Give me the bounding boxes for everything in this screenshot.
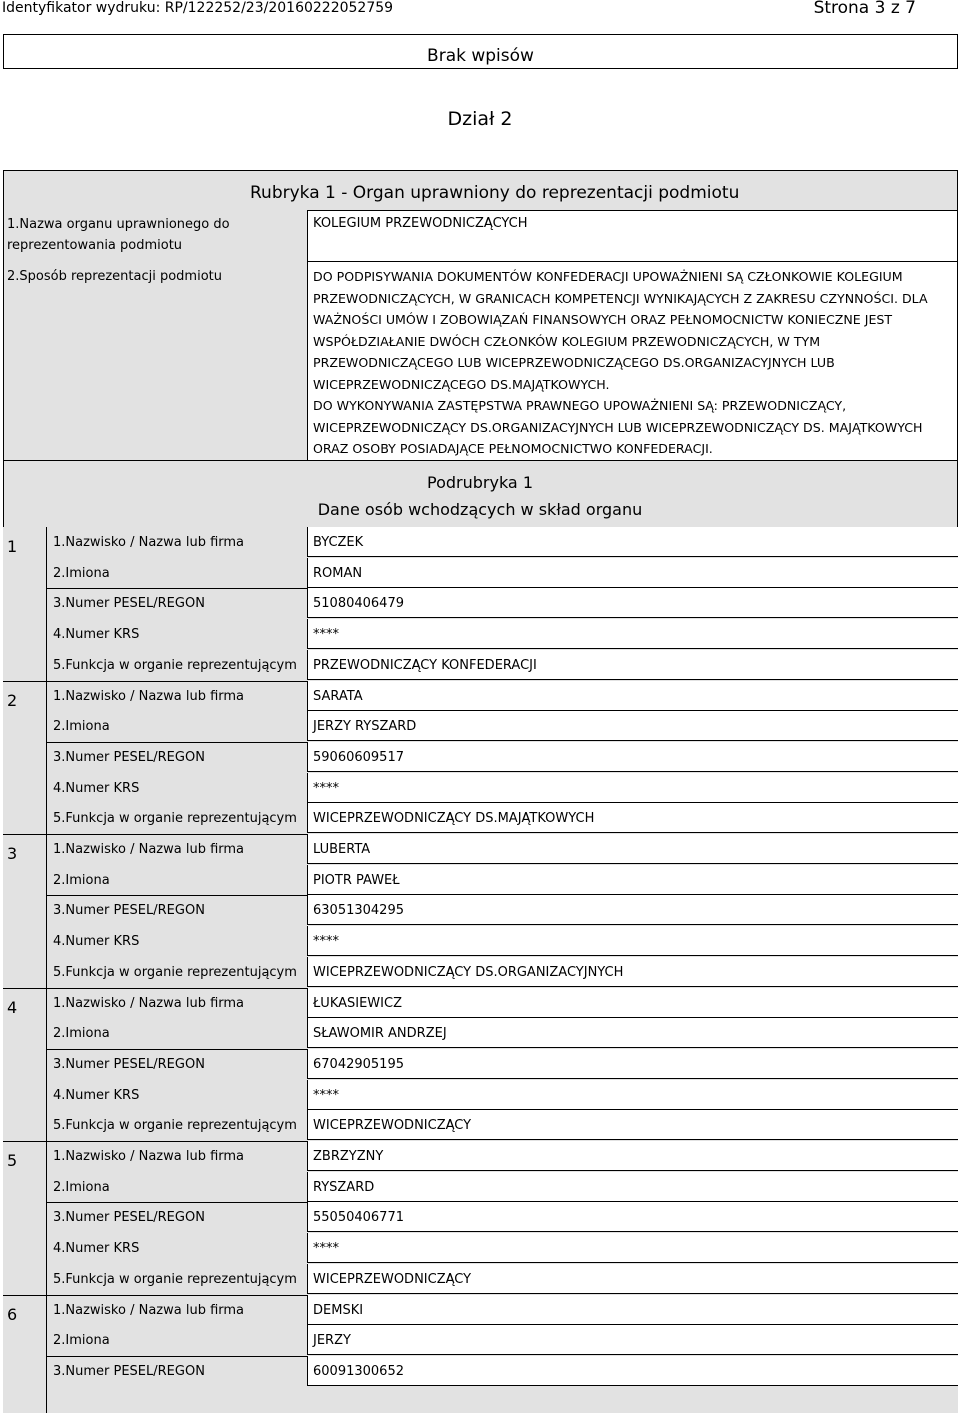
pesel-value: 63051304295 — [313, 903, 404, 919]
function-value: WICEPRZEWODNICZĄCY DS.MAJĄTKOWYCH — [313, 811, 595, 827]
surname-value: ZBRZYZNY — [313, 1149, 384, 1164]
representation-label: 2.Sposób reprezentacji podmiotu — [7, 269, 222, 284]
representation-label-cell — [3, 261, 308, 461]
krs-label: 4.Numer KRS — [53, 1087, 140, 1103]
pesel-label: 3.Numer PESEL/REGON — [53, 1363, 205, 1379]
label-separator — [47, 588, 308, 589]
pesel-value: 67042905195 — [313, 1056, 404, 1072]
value-cell — [307, 1049, 958, 1079]
krs-label: 4.Numer KRS — [53, 934, 140, 950]
value-cell — [307, 527, 958, 557]
value-cell — [307, 988, 958, 1018]
value-cell — [307, 1172, 958, 1202]
index-column — [3, 527, 47, 1413]
value-cell — [307, 834, 958, 864]
value-cell — [307, 619, 958, 649]
pesel-value: 60091300652 — [313, 1363, 404, 1379]
value-cell — [307, 1325, 958, 1355]
section-title: Dział 2 — [447, 108, 513, 130]
surname-label: 1.Nazwisko / Nazwa lub firma — [53, 995, 245, 1011]
function-label: 5.Funkcja w organie reprezentującym — [53, 1118, 297, 1134]
names-label: 2.Imiona — [53, 1333, 110, 1349]
person-index: 5 — [7, 1151, 18, 1170]
representation-value — [313, 266, 953, 460]
print-identifier: Identyfikator wydruku: RP/122252/23/20160222052759 — [2, 0, 394, 16]
krs-label: 4.Numer KRS — [53, 1241, 140, 1257]
person-index: 3 — [7, 844, 18, 863]
krs-label: 4.Numer KRS — [53, 627, 140, 643]
surname-label: 1.Nazwisko / Nazwa lub firma — [53, 1302, 245, 1318]
surname-label: 1.Nazwisko / Nazwa lub firma — [53, 535, 245, 550]
surname-value: BYCZEK — [313, 535, 364, 550]
label-separator — [47, 742, 308, 743]
pesel-label: 3.Numer PESEL/REGON — [53, 1210, 205, 1226]
value-cell — [307, 1233, 958, 1263]
representation-paragraph-2: DO WYKONYWANIA ZASTĘPSTWA PRAWNEGO UPOWAŻNIENI SĄ: PRZEWODNICZĄCY, WICEPRZEWODNICZĄCY DS.ORGANIZACYJNYCH LUB WICEPRZEWODNICZĄCY DS. MAJĄTKOWYCH ORAZ OSOBY POSIADAJĄCE PEŁNOMOCNICTWO KONFEDERACJI. — [313, 398, 923, 456]
pesel-label: 3.Numer PESEL/REGON — [53, 596, 205, 612]
value-cell — [307, 1080, 958, 1110]
surname-label: 1.Nazwisko / Nazwa lub firma — [53, 688, 245, 704]
subrubric-subtitle: Dane osób wchodzących w skład organu — [317, 500, 643, 519]
names-label: 2.Imiona — [53, 872, 110, 888]
label-separator — [47, 1049, 308, 1050]
organ-name-label: 1.Nazwa organu uprawnionego do reprezentowania podmiotu — [7, 217, 230, 253]
value-cell — [307, 681, 958, 711]
krs-value: **** — [313, 1241, 339, 1257]
person-separator — [3, 834, 307, 835]
krs-label: 4.Numer KRS — [53, 780, 140, 796]
person-separator — [3, 1141, 307, 1142]
value-cell — [307, 926, 958, 956]
krs-value: **** — [313, 1087, 339, 1103]
empty-notice: Brak wpisów — [3, 34, 958, 69]
names-label: 2.Imiona — [53, 1026, 110, 1042]
names-value: SŁAWOMIR ANDRZEJ — [313, 1026, 447, 1042]
value-cell — [307, 588, 958, 618]
surname-label: 1.Nazwisko / Nazwa lub firma — [53, 842, 245, 857]
value-cell — [307, 1295, 958, 1325]
names-value: RYSZARD — [313, 1179, 375, 1195]
names-value: ROMAN — [313, 565, 363, 581]
representation-paragraph-1: DO PODPISYWANIA DOKUMENTÓW KONFEDERACJI UPOWAŻNIENI SĄ CZŁONKOWIE KOLEGIUM PRZEWODNICZĄCYCH, W GRANICACH KOMPETENCJI WYNIKAJĄCYCH Z ZAKRESU CZYNNOŚCI. DLA WAŻNOŚCI UMÓW I ZOBOWIĄZAŃ FINANSOWYCH ORAZ PEŁNOMOCNICTW KONIECZNE JEST WSPÓŁDZIAŁANIE DWÓCH CZŁONKÓW KOLEGIUM PRZEWODNICZĄCYCH, W TYM PRZEWODNICZĄCEGO LUB WICEPRZEWODNICZĄCEGO DS.ORGANIZACYJNYCH LUB WICEPRZEWODNICZĄCEGO DS.MAJĄTKOWYCH. — [313, 269, 928, 392]
names-value: PIOTR PAWEŁ — [313, 872, 400, 888]
label-separator — [47, 1356, 308, 1357]
value-cell — [307, 895, 958, 925]
person-index: 6 — [7, 1304, 18, 1324]
person-separator — [3, 988, 307, 989]
person-separator — [3, 1295, 307, 1296]
names-label: 2.Imiona — [53, 1179, 110, 1195]
pesel-value: 59060609517 — [313, 749, 404, 765]
function-label: 5.Funkcja w organie reprezentującym — [53, 964, 297, 980]
subrubric-title: Podrubryka 1 — [427, 473, 533, 492]
value-cell — [307, 1202, 958, 1232]
pesel-label: 3.Numer PESEL/REGON — [53, 1056, 205, 1072]
names-label: 2.Imiona — [53, 719, 110, 735]
names-value: JERZY — [313, 1333, 351, 1349]
pesel-label: 3.Numer PESEL/REGON — [53, 903, 205, 919]
person-index: 2 — [7, 690, 18, 710]
krs-value: **** — [313, 934, 339, 950]
rubric-title: Rubryka 1 - Organ uprawniony do reprezentacji podmiotu — [250, 183, 740, 203]
person-index: 4 — [7, 997, 18, 1017]
label-separator — [47, 895, 308, 896]
function-value: WICEPRZEWODNICZĄCY — [313, 1271, 472, 1287]
function-value: PRZEWODNICZĄCY KONFEDERACJI — [313, 657, 537, 673]
value-cell — [307, 1356, 958, 1386]
value-cell — [307, 742, 958, 772]
value-cell — [307, 865, 958, 895]
surname-label: 1.Nazwisko / Nazwa lub firma — [53, 1149, 245, 1164]
function-value: WICEPRZEWODNICZĄCY — [313, 1118, 472, 1134]
surname-value: SARATA — [313, 688, 363, 704]
krs-value: **** — [313, 627, 339, 643]
value-cell — [307, 773, 958, 803]
function-value: WICEPRZEWODNICZĄCY DS.ORGANIZACYJNYCH — [313, 964, 624, 980]
value-cell — [307, 558, 958, 588]
label-separator — [47, 1202, 308, 1203]
surname-value: ŁUKASIEWICZ — [313, 995, 402, 1011]
function-label: 5.Funkcja w organie reprezentującym — [53, 1271, 297, 1287]
page-number: Strona 3 z 7 — [813, 0, 916, 18]
krs-value: **** — [313, 780, 339, 796]
pesel-value: 55050406771 — [313, 1210, 404, 1226]
pesel-value: 51080406479 — [313, 596, 404, 612]
function-label: 5.Funkcja w organie reprezentującym — [53, 811, 297, 827]
surname-value: LUBERTA — [313, 842, 371, 857]
organ-name-value: KOLEGIUM PRZEWODNICZĄCYCH — [313, 216, 528, 231]
names-label: 2.Imiona — [53, 565, 110, 581]
person-separator — [3, 681, 307, 682]
person-index: 1 — [7, 537, 18, 556]
pesel-label: 3.Numer PESEL/REGON — [53, 749, 205, 765]
function-label: 5.Funkcja w organie reprezentującym — [53, 657, 297, 673]
names-value: JERZY RYSZARD — [313, 719, 417, 735]
surname-value: DEMSKI — [313, 1302, 364, 1318]
value-cell — [307, 1141, 958, 1171]
